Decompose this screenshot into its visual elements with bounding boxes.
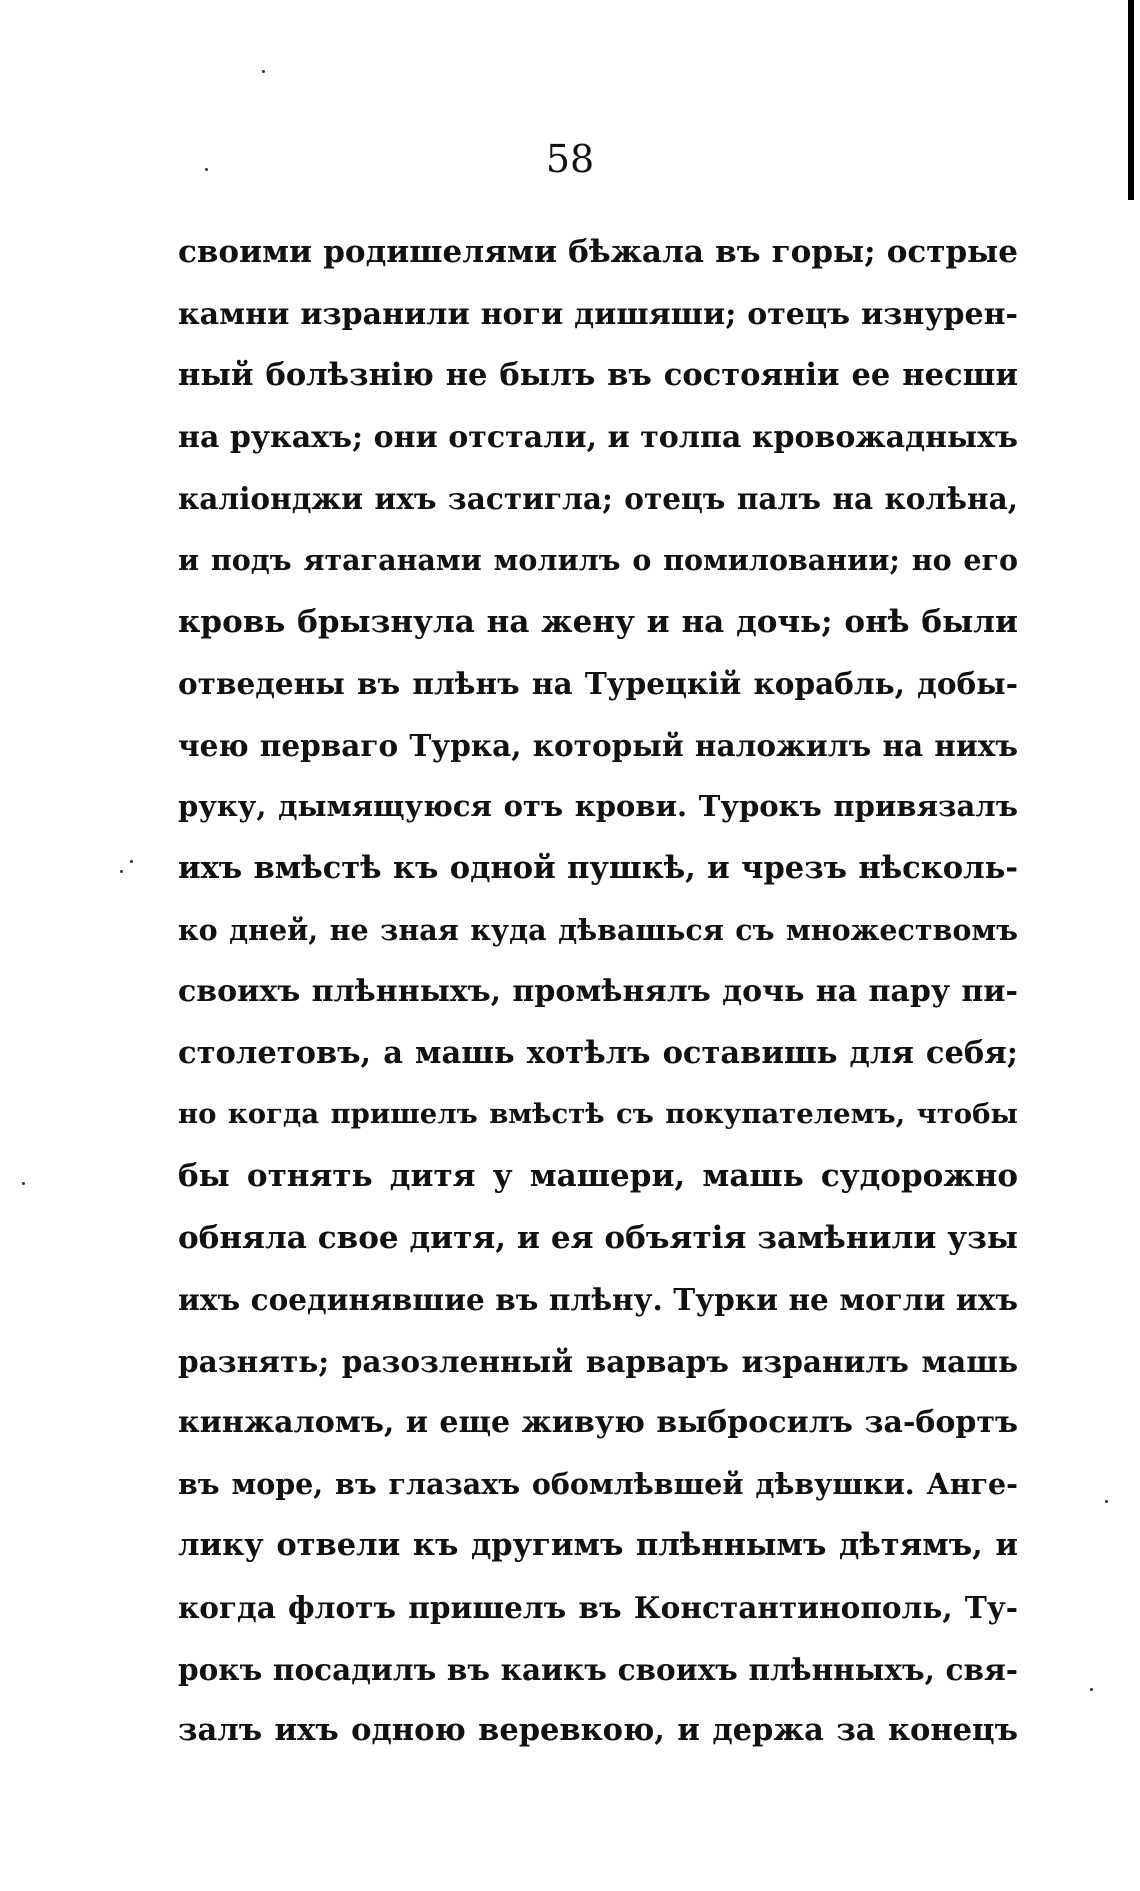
text-line: ко дней, не зная куда дѣвашься съ множествомъ <box>178 912 1018 947</box>
page-number: 58 <box>545 137 595 181</box>
text-line: своими родишелями бѣжала въ горы; острые <box>178 234 1018 270</box>
text-line: отведены въ плѣнъ на Турецкій корабль, добы- <box>178 666 1018 702</box>
scan-speck <box>120 870 123 873</box>
scan-speck <box>130 860 133 863</box>
scan-speck <box>22 1182 25 1185</box>
text-line: ный болѣзнію не былъ въ состояніи ее несши <box>178 357 1018 394</box>
text-line: лику отвели къ другимъ плѣннымъ дѣтямъ, и <box>178 1527 1018 1564</box>
text-line: разнять; разозленный варваръ изранилъ машь <box>178 1343 1018 1379</box>
text-line: на рукахъ; они отстали, и толпа кровожадныхъ <box>178 419 1018 455</box>
text-line: залъ ихъ одною веревкою, и держа за конецъ <box>178 1712 1018 1749</box>
text-line: ихъ вмѣстѣ къ одной пушкѣ, и чрезъ нѣсколь- <box>178 849 1018 886</box>
scan-speck <box>1105 1500 1108 1503</box>
text-line: и подъ ятаганами молилъ о помиловании; но его <box>178 542 1018 577</box>
text-line: каліонджи ихъ застигла; отецъ палъ на колѣна, <box>178 481 1018 517</box>
text-line: своихъ плѣнныхъ, промѣнялъ дочь на пару пи- <box>178 974 1018 1010</box>
text-line: ихъ соединявшие въ плѣну. Турки не могли ихъ <box>178 1282 1018 1318</box>
text-line: но когда пришелъ вмѣстѣ съ покупателемъ, чтобы <box>178 1098 1018 1131</box>
text-line: когда флотъ пришелъ въ Константинополь, Ту- <box>178 1590 1018 1626</box>
text-line: камни изранили ноги дишяши; отецъ изнурен- <box>178 296 1018 332</box>
text-line: въ море, въ глазахъ обомлѣвшей дѣвушки. Анге- <box>178 1466 1018 1501</box>
text-line: кинжаломъ, и еще живую выбросилъ за-бортъ <box>178 1405 1018 1441</box>
text-line: чею перваго Турка, который наложилъ на нихъ <box>178 727 1018 763</box>
scan-speck <box>262 70 265 73</box>
text-line: руку, дымящуюся отъ крови. Турокъ привязалъ <box>178 789 1018 824</box>
scan-speck <box>1090 1688 1093 1691</box>
text-line: обняла свое дитя, и ея объятія замѣнили узы <box>178 1219 1018 1256</box>
text-line: бы отнять дитя у машери, машь судорожно <box>178 1157 1018 1194</box>
text-line: рокъ посадилъ въ каикъ своихъ плѣнныхъ, свя- <box>178 1651 1018 1687</box>
text-line: кровь брызнула на жену и на дочь; онѣ были <box>178 603 1018 640</box>
text-line: столетовъ, а машь хотѣлъ оставишь для себя; <box>178 1034 1018 1071</box>
body-text <box>178 222 1018 1762</box>
